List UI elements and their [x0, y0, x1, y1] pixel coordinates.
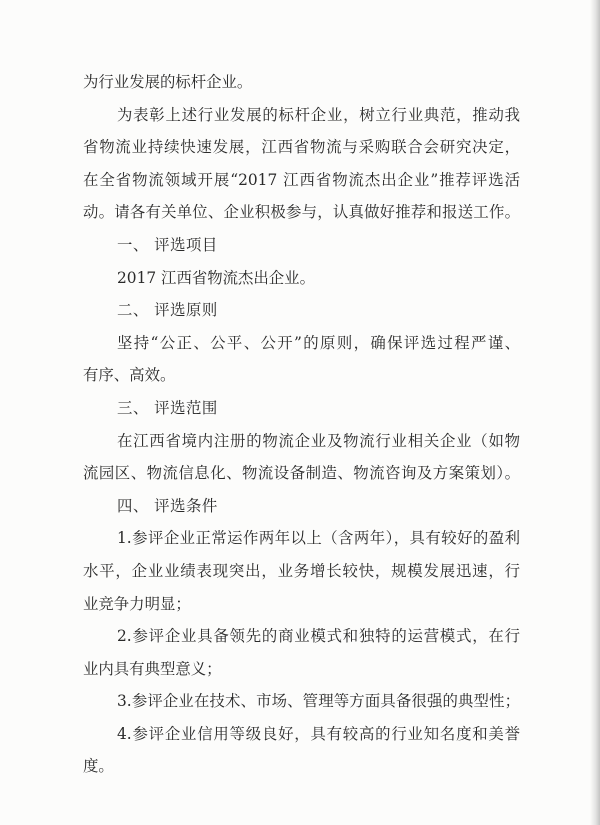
text-line: 流园区、物流信息化、物流设备制造、物流咨询及方案策划）。 [83, 464, 520, 483]
section-heading-text: 三、 评选范围 [117, 398, 218, 417]
text-line: 2.参评企业具备领先的商业模式和独特的运营模式，在行 [117, 627, 520, 646]
section-heading [83, 229, 520, 262]
text-line: 为表彰上述行业发展的标杆企业，树立行业典范，推动我 [117, 105, 520, 124]
paragraph [83, 327, 520, 392]
paragraph-intro [83, 99, 520, 229]
text-line: 2017 江西省物流杰出企业。 [117, 268, 315, 287]
section-heading [83, 294, 520, 327]
text-line: 在江西省境内注册的物流企业及物流行业相关企业（如物 [117, 431, 520, 450]
text-line: 1.参评企业正常运作两年以上（含两年），具有较好的盈利 [117, 529, 520, 548]
text-line: 4.参评企业信用等级良好，具有较高的行业知名度和美誉 [117, 724, 520, 743]
text-line: 在全省物流领域开展“2017 江西省物流杰出企业”推荐评选活 [83, 170, 520, 189]
paragraph [83, 262, 520, 295]
text-line: 水平，企业业绩表现突出，业务增长较快，规模发展迅速，行 [83, 561, 520, 580]
document-body [83, 66, 520, 783]
list-item [83, 718, 520, 783]
paragraph-continuation [83, 66, 520, 99]
section-heading-text: 四、 评选条件 [117, 496, 218, 515]
text-line: 业内具有典型意义； [83, 659, 222, 678]
list-item [83, 620, 520, 685]
section-heading-text: 二、 评选原则 [117, 301, 218, 320]
text-line: 坚持“公正、公平、公开”的原则，确保评选过程严谨、 [117, 333, 520, 352]
section-heading-text: 一、 评选项目 [117, 235, 218, 254]
text-line: 度。 [83, 757, 114, 776]
text-line: 业竞争力明显； [83, 594, 191, 613]
scan-edge [590, 0, 600, 825]
section-heading [83, 392, 520, 425]
list-item [83, 522, 520, 620]
text-line: 3.参评企业在技术、市场、管理等方面具备很强的典型性； [117, 692, 520, 711]
section-heading [83, 490, 520, 523]
text-line: 动。请各有关单位、企业积极参与，认真做好推荐和报送工作。 [83, 203, 520, 222]
text-line: 为行业发展的标杆企业。 [83, 73, 253, 91]
text-line: 省物流业持续快速发展，江西省物流与采购联合会研究决定， [83, 138, 520, 157]
paragraph [83, 425, 520, 490]
text-line: 有序、高效。 [83, 366, 176, 385]
list-item [83, 685, 520, 718]
